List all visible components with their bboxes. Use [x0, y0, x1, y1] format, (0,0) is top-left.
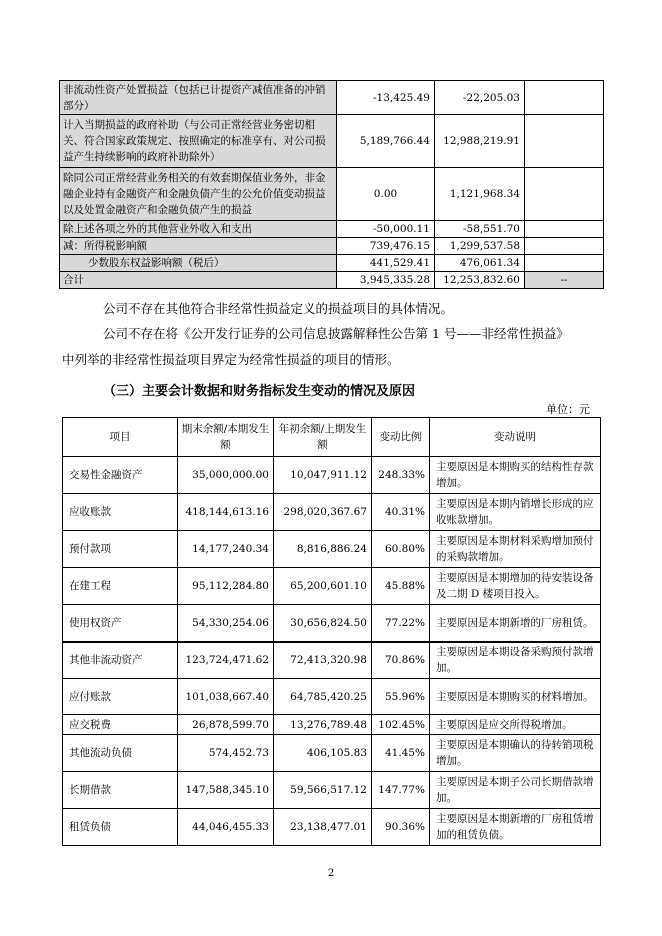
table-row — [63, 715, 601, 735]
current-value: 26,878,599.70 — [178, 715, 274, 735]
change-ratio: 40.31% — [372, 494, 430, 531]
change-ratio: 248.33% — [372, 457, 430, 494]
item-name: 租赁负债 — [63, 809, 178, 846]
current-value: 54,330,254.06 — [178, 605, 274, 642]
change-ratio: 55.96% — [372, 679, 430, 715]
row-label: 合计 — [60, 272, 337, 289]
paragraph-classification-line2: 中列举的非经常性损益项目界定为经常性损益的项目的情形。 — [62, 352, 400, 367]
change-reason: 主要原因是本期确认的待转销项税增加。 — [430, 735, 601, 772]
table-row — [63, 679, 601, 715]
item-name: 在建工程 — [63, 568, 178, 605]
current-value: -13,425.49 — [337, 81, 435, 115]
change-ratio: 60.80% — [372, 531, 430, 568]
current-value: 574,452.73 — [178, 735, 274, 772]
change-reason: 主要原因是本期内销增长形成的应收账款增加。 — [430, 494, 601, 531]
previous-value: 12,988,219.91 — [435, 115, 525, 168]
previous-value: 13,276,789.48 — [274, 715, 372, 735]
current-value: 123,724,471.62 — [178, 642, 274, 679]
item-name: 使用权资产 — [63, 605, 178, 642]
row-note: -- — [525, 272, 604, 289]
previous-value: 65,200,601.10 — [274, 568, 372, 605]
table-row — [60, 81, 604, 115]
item-name: 长期借款 — [63, 772, 178, 809]
table-row — [63, 809, 601, 846]
previous-value: 1,121,968.34 — [435, 168, 525, 221]
previous-value: 23,138,477.01 — [274, 809, 372, 846]
row-label: 非流动性资产处置损益（包括已计提资产减值准备的冲销部分） — [60, 81, 337, 115]
table-row — [63, 494, 601, 531]
section-heading: （三）主要会计数据和财务指标发生变动的情况及原因 — [103, 384, 416, 399]
previous-value: 30,656,824.50 — [274, 605, 372, 642]
item-name: 交易性金融资产 — [63, 457, 178, 494]
change-reason: 主要原因是本期设备采购预付款增加。 — [430, 642, 601, 679]
change-reason: 主要原因是本期新增的厂房租赁增加的租赁负债。 — [430, 809, 601, 846]
item-name: 其他流动负债 — [63, 735, 178, 772]
table-row — [63, 735, 601, 772]
change-ratio: 41.45% — [372, 735, 430, 772]
header-previous: 年初余额/上期发生额 — [274, 418, 372, 457]
current-value: 35,000,000.00 — [178, 457, 274, 494]
previous-value: 476,061.34 — [435, 255, 525, 272]
table-row — [60, 115, 604, 168]
current-value: 5,189,766.44 — [337, 115, 435, 168]
table-row — [60, 168, 604, 221]
table-row — [63, 605, 601, 642]
row-label: 少数股东权益影响额（税后） — [60, 255, 337, 272]
row-note — [525, 115, 604, 168]
row-label: 减：所得税影响额 — [60, 238, 337, 255]
change-ratio: 45.88% — [372, 568, 430, 605]
item-name: 应收账款 — [63, 494, 178, 531]
change-reason: 主要原因是本期购买的材料增加。 — [430, 679, 601, 715]
previous-value: 72,413,320.98 — [274, 642, 372, 679]
current-value: 14,177,240.34 — [178, 531, 274, 568]
previous-value: 59,566,517.12 — [274, 772, 372, 809]
page-number: 2 — [327, 868, 335, 879]
table-row — [63, 772, 601, 809]
paragraph-classification-line1: 公司不存在将《公开发行证券的公司信息披露解释性公告第 1 号——非经常性损益》 — [103, 326, 569, 341]
table-row — [63, 568, 601, 605]
unit-label: 单位：元 — [546, 403, 590, 416]
current-value: 441,529.41 — [337, 255, 435, 272]
item-name: 其他非流动资产 — [63, 642, 178, 679]
header-ratio: 变动比例 — [372, 418, 430, 457]
table-row — [63, 457, 601, 494]
current-value: 101,038,667.40 — [178, 679, 274, 715]
current-value: 3,945,335.28 — [337, 272, 435, 289]
paragraph-no-other-items: 公司不存在其他符合非经常性损益定义的损益项目的具体情况。 — [103, 301, 454, 316]
table-header-row — [63, 418, 601, 457]
item-name: 应交税费 — [63, 715, 178, 735]
previous-value: -58,551.70 — [435, 221, 525, 238]
current-value: 418,144,613.16 — [178, 494, 274, 531]
current-value: 95,112,284.80 — [178, 568, 274, 605]
current-value: 147,588,345.10 — [178, 772, 274, 809]
item-name: 预付款项 — [63, 531, 178, 568]
table-row — [63, 642, 601, 679]
row-label: 计入当期损益的政府补助（与公司正常经营业务密切相关、符合国家政策规定、按照确定的标准享有、对公司损益产生持续影响的政府补助除外） — [60, 115, 337, 168]
header-current: 期末余额/本期发生额 — [178, 418, 274, 457]
row-label: 除同公司正常经营业务相关的有效套期保值业务外，非金融企业持有金融资产和金融负债产生的公允价值变动损益以及处置金融资产和金融负债产生的损益 — [60, 168, 337, 221]
previous-value: -22,205.03 — [435, 81, 525, 115]
row-note — [525, 168, 604, 221]
header-item: 项目 — [63, 418, 178, 457]
change-ratio: 102.45% — [372, 715, 430, 735]
current-value: -50,000.11 — [337, 221, 435, 238]
table-row — [60, 272, 604, 289]
item-name: 应付账款 — [63, 679, 178, 715]
table-row — [60, 238, 604, 255]
non-recurring-items-table — [59, 80, 604, 289]
change-reason: 主要原因是本期新增的厂房租赁。 — [430, 605, 601, 642]
current-value: 739,476.15 — [337, 238, 435, 255]
change-reason: 主要原因是本期材料采购增加预付的采购款增加。 — [430, 531, 601, 568]
change-reason: 主要原因是本期购买的结构性存款增加。 — [430, 457, 601, 494]
table-row — [63, 531, 601, 568]
financial-change-table — [62, 417, 601, 846]
change-reason: 主要原因是本期增加的待安装设备及二期 D 楼项目投入。 — [430, 568, 601, 605]
change-ratio: 90.36% — [372, 809, 430, 846]
change-ratio: 70.86% — [372, 642, 430, 679]
previous-value: 64,785,420.25 — [274, 679, 372, 715]
row-label: 除上述各项之外的其他营业外收入和支出 — [60, 221, 337, 238]
previous-value: 1,299,537.58 — [435, 238, 525, 255]
row-note — [525, 81, 604, 115]
row-note — [525, 221, 604, 238]
current-value: 44,046,455.33 — [178, 809, 274, 846]
previous-value: 10,047,911.12 — [274, 457, 372, 494]
previous-value: 12,253,832.60 — [435, 272, 525, 289]
previous-value: 298,020,367.67 — [274, 494, 372, 531]
previous-value: 406,105.83 — [274, 735, 372, 772]
table-row — [60, 255, 604, 272]
change-reason: 主要原因是本期子公司长期借款增加。 — [430, 772, 601, 809]
previous-value: 8,816,886.24 — [274, 531, 372, 568]
table-row — [60, 221, 604, 238]
change-ratio: 77.22% — [372, 605, 430, 642]
header-reason: 变动说明 — [430, 418, 601, 457]
current-value: 0.00 — [337, 168, 435, 221]
row-note — [525, 255, 604, 272]
change-ratio: 147.77% — [372, 772, 430, 809]
row-note — [525, 238, 604, 255]
change-reason: 主要原因是应交所得税增加。 — [430, 715, 601, 735]
